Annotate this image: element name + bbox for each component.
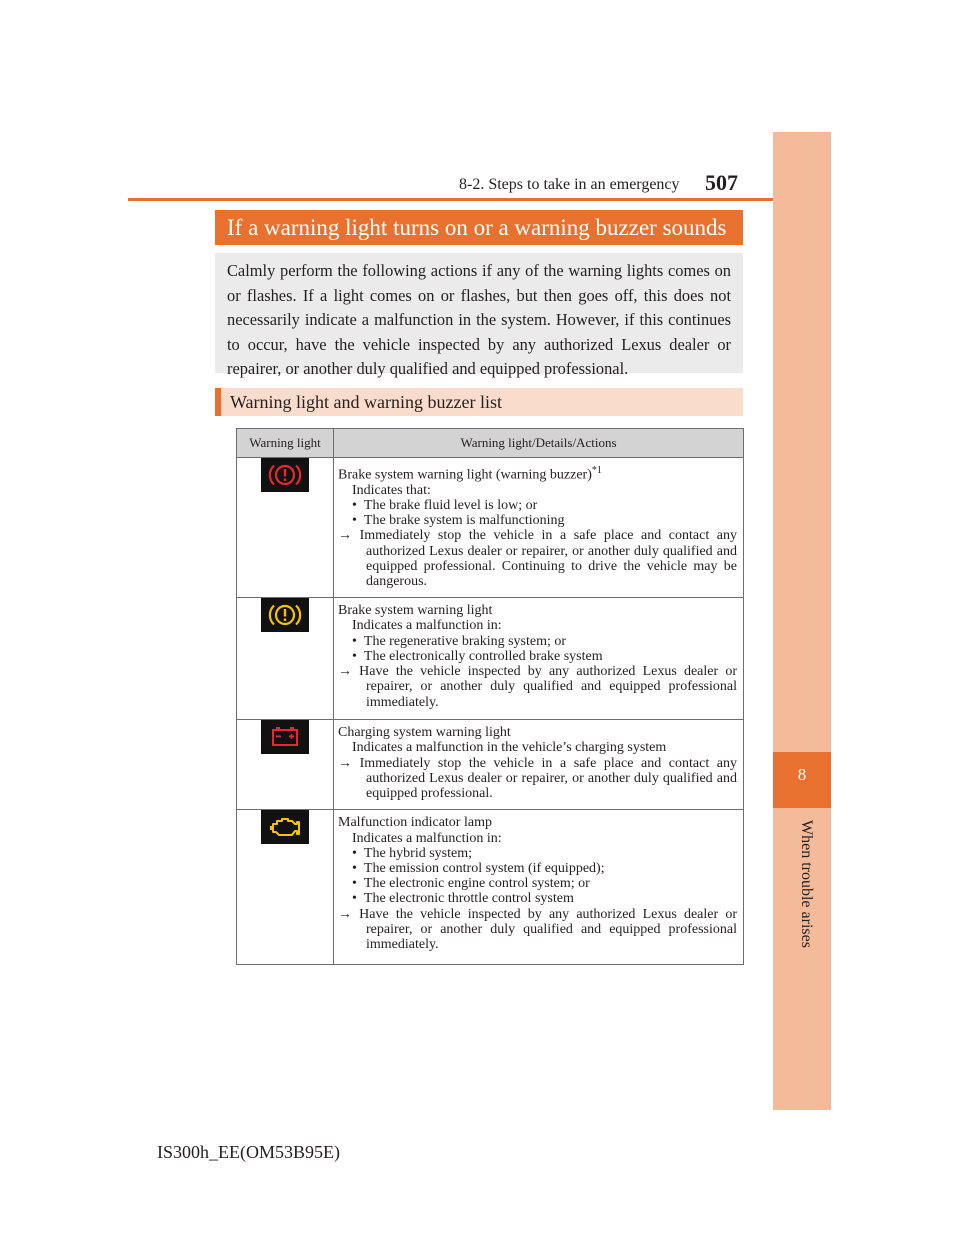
- column-header-warning-light: Warning light: [237, 429, 334, 458]
- indication-lead: Indicates a malfunction in:: [352, 618, 502, 634]
- light-name: Charging system warning light: [338, 725, 511, 741]
- details-cell: [334, 720, 744, 810]
- battery-icon: [261, 720, 309, 754]
- list-item: • The emission control system (if equipped);: [338, 861, 737, 876]
- running-header-section: 8-2. Steps to take in an emergency: [459, 176, 680, 193]
- list-item: • The hybrid system;: [338, 846, 737, 861]
- intro-paragraph: Calmly perform the following actions if any of the warning lights comes on or flashes. If a light comes on or flashes, but then goes off, this does not necessarily indicate a malfunction in the system. However, if this continues to occur, have the vehicle inspected by any authorized Lexus dealer or repairer, or another duly qualified and equipped professional.: [215, 253, 743, 373]
- list-item: • The regenerative braking system; or: [338, 634, 737, 649]
- table-row: [237, 810, 744, 965]
- list-item: • The brake fluid level is low; or: [338, 498, 737, 513]
- indication-lead: Indicates that:: [352, 482, 431, 498]
- list-item: • The electronically controlled brake system: [338, 649, 737, 664]
- light-name: Brake system warning light (warning buzzer): [338, 467, 592, 483]
- light-name: Brake system warning light: [338, 603, 493, 619]
- details-cell: [334, 598, 744, 720]
- indication-lead: Indicates a malfunction in:: [352, 830, 502, 846]
- action-text: → Have the vehicle inspected by any authorized Lexus dealer or repairer, or another duly qualified and equipped professional immediately.: [338, 907, 737, 953]
- brake-warning-red-icon: [261, 458, 309, 492]
- document-code: IS300h_EE(OM53B95E): [157, 1142, 340, 1162]
- check-engine-icon: [261, 810, 309, 844]
- icon-cell: [237, 458, 334, 598]
- section-title: If a warning light turns on or a warning buzzer sounds: [215, 210, 743, 245]
- brake-warning-yellow-icon: [261, 598, 309, 632]
- details-cell: [334, 458, 744, 598]
- table-row: [237, 458, 744, 598]
- indication-lead: Indicates a malfunction in the vehicle’s charging system: [352, 740, 667, 756]
- table-row: [237, 598, 744, 720]
- page-number: 507: [705, 170, 738, 195]
- icon-cell: [237, 598, 334, 720]
- light-name: Malfunction indicator lamp: [338, 815, 492, 831]
- list-item: • The electronic throttle control system: [338, 891, 737, 906]
- action-text: → Have the vehicle inspected by any authorized Lexus dealer or repairer, or another duly qualified and equipped professional immediately.: [338, 664, 737, 710]
- icon-cell: [237, 720, 334, 810]
- details-cell: [334, 810, 744, 965]
- list-item: • The brake system is malfunctioning: [338, 513, 737, 528]
- action-text: → Immediately stop the vehicle in a safe place and contact any authorized Lexus dealer or repairer, or another duly qualified and equipped professional.: [338, 756, 737, 802]
- icon-cell: [237, 810, 334, 965]
- table-row: [237, 720, 744, 810]
- action-text: → Immediately stop the vehicle in a safe place and contact any authorized Lexus dealer or repairer, or another duly qualified and equipped professional. Continuing to drive the vehicle may be dangerous.: [338, 528, 737, 589]
- header-rule: [128, 198, 773, 201]
- list-item: • The electronic engine control system; or: [338, 876, 737, 891]
- subheading: Warning light and warning buzzer list: [215, 388, 743, 416]
- warning-light-table: [236, 428, 744, 965]
- footnote-ref: *1: [591, 465, 602, 476]
- chapter-side-strip: [773, 132, 831, 1110]
- chapter-number: 8: [797, 765, 807, 784]
- chapter-title: When trouble arises: [798, 820, 815, 948]
- column-header-details: Warning light/Details/Actions: [334, 429, 744, 458]
